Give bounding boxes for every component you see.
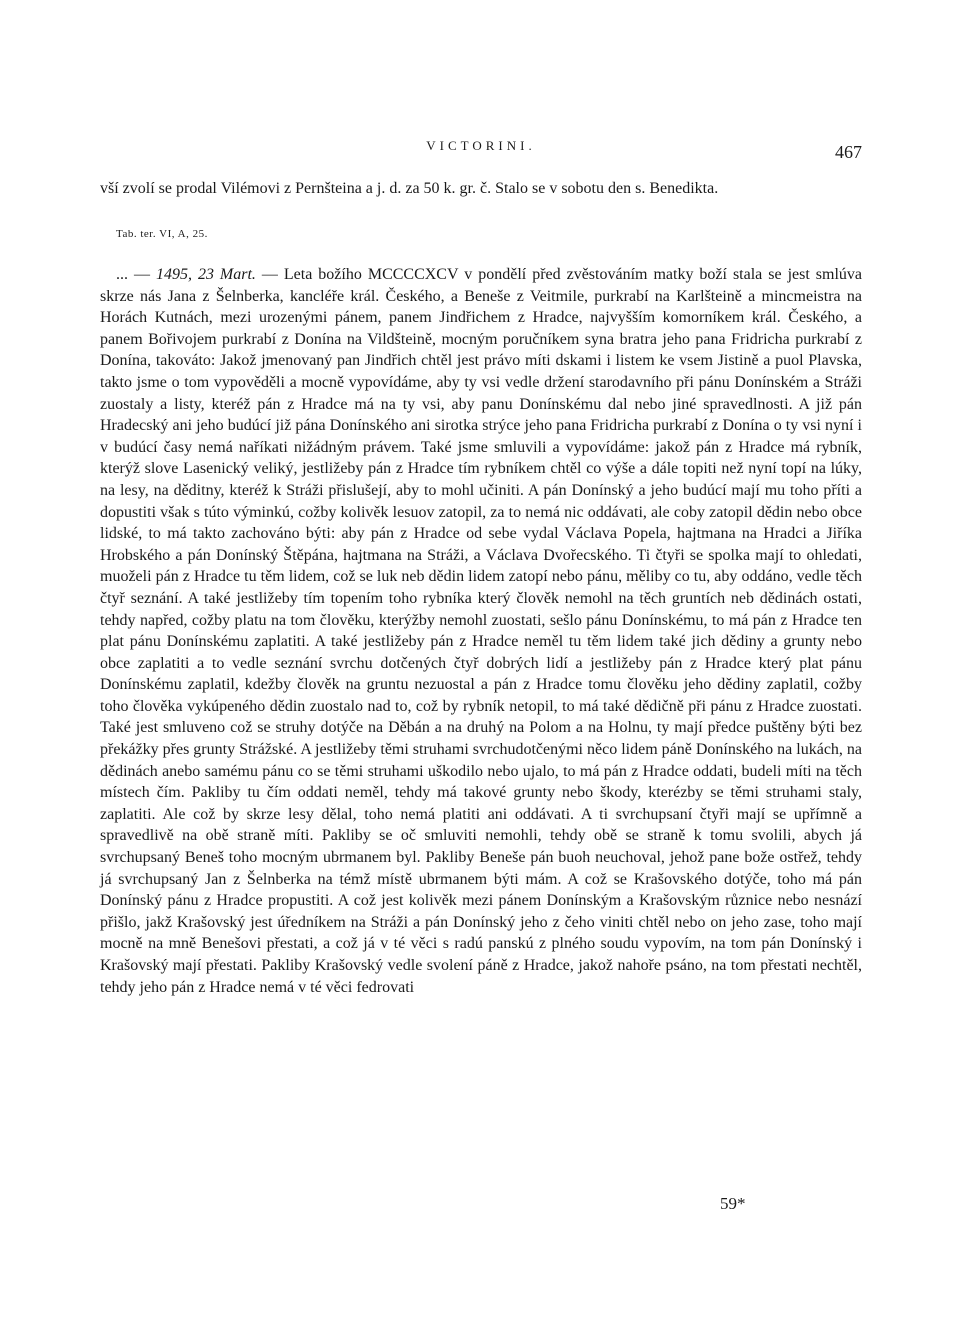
opening-paragraph: vší zvolí se prodal Vilémovi z Pernšteina a j. d. za 50 k. gr. č. Stalo se v sobotu den s. Benedikta.	[100, 180, 719, 197]
source-reference: Tab. ter. VI, A, 25.	[116, 228, 208, 240]
entry-date: 1495, 23 Mart.	[155, 266, 256, 283]
document-page	[100, 0, 862, 1338]
running-title: VICTORINI.	[426, 138, 536, 153]
entry-paragraph	[100, 264, 862, 998]
signature-mark: 59*	[720, 1194, 746, 1213]
entry-prefix: ... —	[116, 266, 150, 283]
document-entry	[100, 264, 862, 998]
entry-body: — Leta božího MCCCCXCV v pondělí před zvěstováním matky boží stala se jest smlúva skrze nás Jana z Šelnberka, kancléře král. Českého, a Beneše z Veitmile, purkrabí na Karlšteině a mincmeistra na Horách Kutnách, mezi urozenými pánem, panem Jindřichem z Hradce, najvyšším komorníkem král. Českého, a panem Bořivojem purkrabí z Donína na Vildšteině, mocným poručníkem syna bratra jeho pana Fridricha purkrabí z Donína, takováto: Jakož jmenovaný pan Jindřich chtěl jest právo míti dskami i listem ke vsem Jistině a puol Plavska, takto jsme o tom vypověděli a mocně vypovídáme, aby ty vsi vedle držení starodavního při pánu Donínském a Stráži zuostaly a listy, kteréž pán z Hradce má na ty vsi, aby panu Donínskému dal nebo jiné spravedlnosti. A již pán Hradecský ani jeho budúcí již pána Donínského ani sirotka strýce jeho pana Fridricha purkrabí z Donína o ty vsi nyní i v budúcí časy nemá naříkati nižádným právem. Také jsme smluvili a vypovídáme: jakož pán z Hradce má rybník, kterýž slove Lasenický veliký, jestližeby pán z Hradce tím rybníkem chtěl co výše a dále topiti než nyní topí na lúky, na lesy, na děditny, kteréž k Stráži přislušejí, aby to mohl učiniti. A pán Donínský a jeho budúcí mají mu toho příti a dopustiti však s túto výminkú, cožby kolivěk lesuov zatopil, za to nemá nic oddávati, ale coby zatopil dědin nebo obce lidské, to má takto zachováno býti: aby pán z Hradce od sebe vydal Václava Popela, hajtmana na Hradci a Jiříka Hrobského a pán Donínský Štěpána, hajtmana na Stráži, a Václava Dvořecského. Ti čtyři se spolka mají to ohledati, muoželi pán z Hradce tu těm lidem, což se luk neb dědin lidem zatopí nebo pánu, měliby co tu, aby oddáno, vedle těch čtyř seznání. A také jestližeby tím topením toho rybníka který člověk nemohl na těch gruntích neb dědinách ostati, tehdy napřed, cožby platu na tom člověku, kterýžby nemohl zuostati, sešlo pánu Donínskému, to má pán z Hradce ten plat pánu Donínskému zaplatiti. A také jestližeby pán z Hradce neměl tu těm lidem také jich dědiny a grunty nebo obce zaplatiti a to vedle seznání svrchu dotčených čtyř dobrých lidí a jestližeby pán z Hradce který plat pánu Donínskému zaplatil, kdežby člověk na gruntu nezuostal a pán z Hradce tomu člověku jeho dědiny zaplatil, cožby toho člověka vykúpeného dědin zuostalo nad to, což by rybník netopil, to má také dědičně při pánu z Hradce zuostati. Také jest smluveno což se struhy dotýče na Děbán a na druhý na Polom a na Holnu, ty mají předce puštěny býti bez překážky přes grunty Strážské. A jestližeby těmi struhami svrchudotčenými něco lidem páně Donínského na lukách, na dědinách anebo samému pánu co se těmi struhami uškodilo nebo ujalo, to má pán z Hradce oddati, budeli míti na těch místech čím. Pakliby tu čím oddati neměl, tehdy má takové grunty nebo škody, kterézby se těmi struhami staly, zaplatiti. Ale což by skrze lesy dělal, toho nemá platiti ani oddávati. A ti svrchupsaní čtyři mají se upřímně a spravedlivě na obě straně míti. Pakliby se oč smluviti nemohli, tehdy obě se straně k tomu svolili, abych já svrchupsaný Beneš toho mocným ubrmanem byl. Pakliby Beneše pán buoh neuchoval, jehož pane bože ostřež, tehdy já svrchupsaný Jan z Šelnberka na témž místě ubrmanem býti mám. A což se Krašovského dotýče, toho má pán Donínský pánu z Hradce propustiti. A což jest kolivěk mezi pánem Donínským a Krašovským různice nebo nesnází přišlo, jakž Krašovský jest úředníkem na Stráži a pán Donínský jeho z čeho viniti chtěl nebo on jeho zase, toho mají mocně na mně Benešovi přestati, a což já v té věci s radú panskú z plného soudu vypovím, na tom pán Donínský i Krašovský mají přestati. Pakliby Krašovský vedle svolení páně z Hradce, jakož nahoře psáno, na tom přestati nechtěl, tehdy jeho pán z Hradce nemá v té věci fedrovati	[100, 266, 863, 996]
page-number: 467	[835, 142, 862, 162]
running-head	[100, 138, 862, 168]
